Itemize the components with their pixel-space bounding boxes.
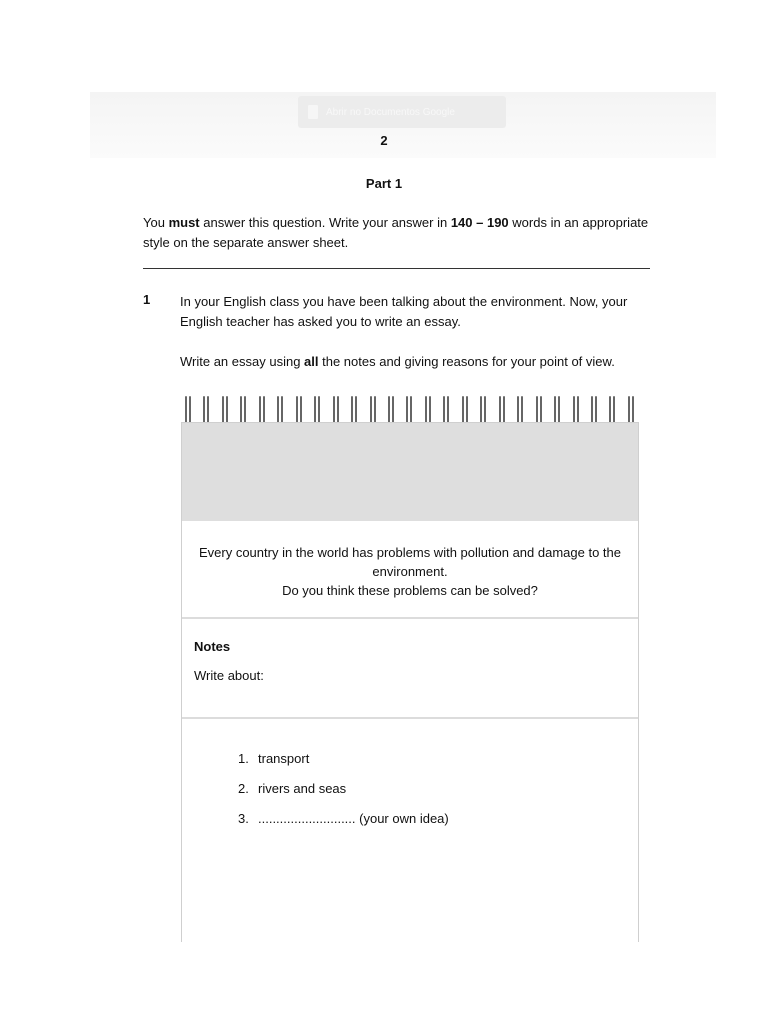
notes-list: [182, 719, 638, 841]
list-item: [238, 781, 638, 811]
statement-question: Do you think these problems can be solved?: [282, 583, 538, 598]
question-number: 1: [143, 292, 151, 307]
instruction-text: words in an appropriate style on the separate answer sheet.: [143, 215, 649, 250]
open-in-docs-label: Abrir no Documentos Google: [326, 106, 455, 118]
essay-statement: [182, 521, 638, 617]
part-title: Part 1: [365, 176, 403, 191]
list-item-text: transport: [258, 751, 310, 766]
task-text: the notes and giving reasons for your point of view.: [318, 354, 615, 369]
list-item-number: 3.: [238, 811, 249, 826]
notebook-header: [182, 423, 638, 521]
instruction-text: answer this question. Write your answer in: [199, 215, 451, 230]
word-count: 140 – 190: [450, 215, 509, 230]
instruction-emphasis-must: must: [168, 215, 200, 230]
list-item: [238, 751, 638, 781]
task-text: Write an essay using: [180, 354, 305, 369]
write-about-label: Write about:: [194, 668, 264, 683]
statement-line: Every country in the world has problems with pollution and damage to the environment.: [198, 545, 621, 579]
question-prompt: In your English class you have been talking about the environment. Now, your English teacher has asked you to write an essay.: [180, 294, 628, 329]
notes-title: Notes: [194, 639, 231, 654]
list-item-text: ........................... (your own idea): [258, 811, 449, 826]
page-number: 2: [380, 133, 388, 148]
task-emphasis-all: all: [304, 354, 319, 369]
notes-section: [182, 619, 638, 717]
open-in-google-docs-button[interactable]: [298, 96, 506, 128]
list-item-number: 1.: [238, 751, 249, 766]
instruction-text: You: [143, 215, 169, 230]
divider: [143, 268, 650, 269]
instructions: [143, 213, 678, 253]
question-task: [180, 354, 665, 369]
notebook-card: [181, 422, 639, 942]
document-icon: [308, 105, 318, 119]
list-item-number: 2.: [238, 781, 249, 796]
list-item: [238, 811, 638, 841]
list-item-text: rivers and seas: [258, 781, 347, 796]
